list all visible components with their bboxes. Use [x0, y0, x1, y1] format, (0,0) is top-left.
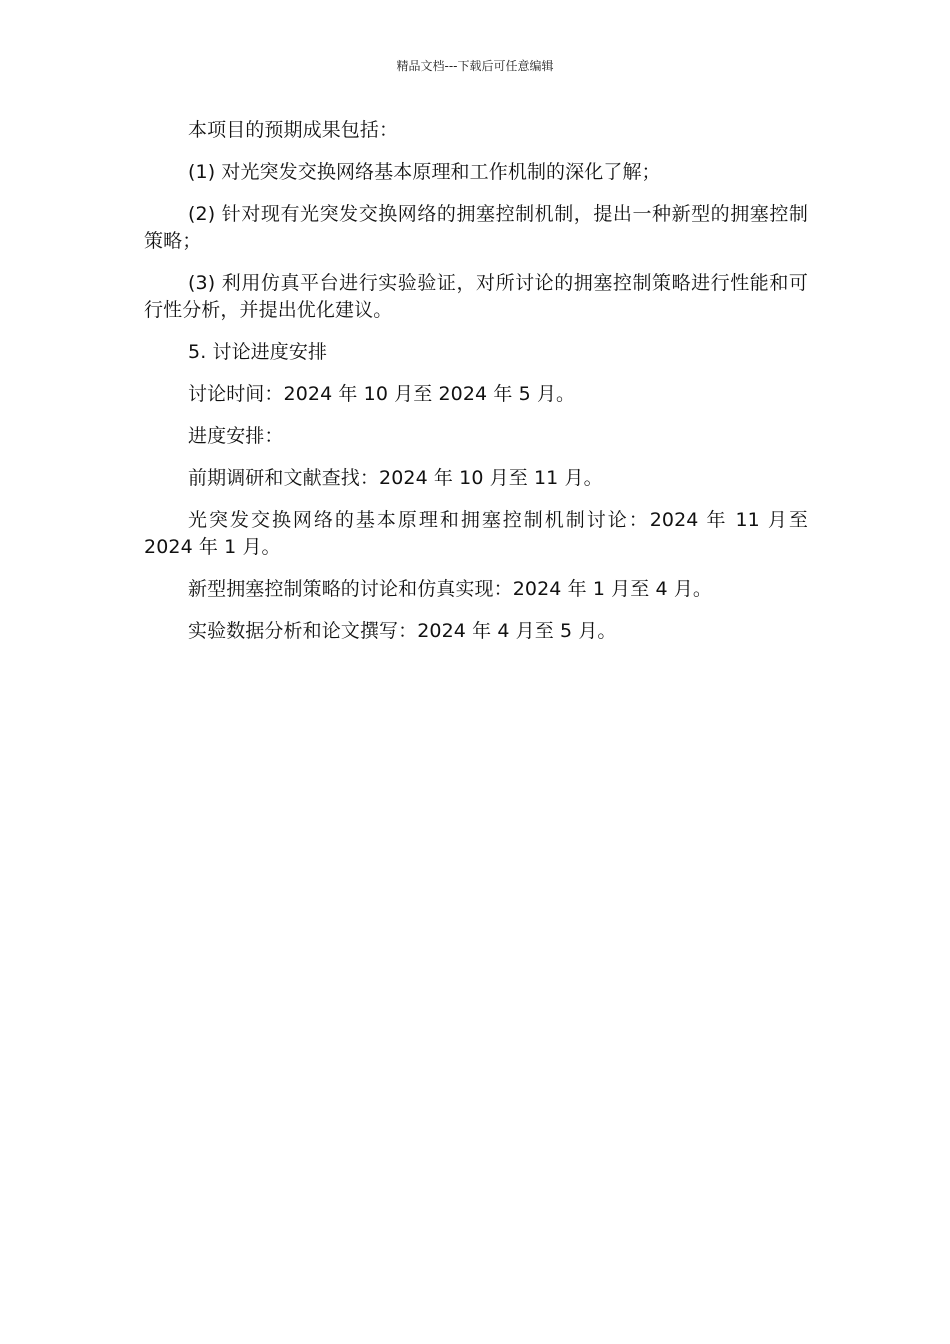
result-item-2: (2) 针对现有光突发交换网络的拥塞控制机制，提出一种新型的拥塞控制策略； [144, 203, 808, 252]
schedule-item-3: 新型拥塞控制策略的讨论和仿真实现：2024 年 1 月至 4 月。 [188, 578, 713, 600]
schedule-item-2: 光突发交换网络的基本原理和拥塞控制机制讨论：2024 年 11 月至 2024 年 1 月。 [144, 509, 808, 558]
schedule-item-1: 前期调研和文献查找：2024 年 10 月至 11 月。 [188, 467, 603, 489]
schedule-label: 进度安排： [188, 425, 284, 447]
result-item-1: (1) 对光突发交换网络基本原理和工作机制的深化了解； [188, 161, 661, 183]
expected-results-intro: 本项目的预期成果包括： [188, 119, 399, 141]
section-heading-schedule: 5. 讨论进度安排 [188, 341, 328, 363]
result-item-3: (3) 利用仿真平台进行实验验证，对所讨论的拥塞控制策略进行性能和可行性分析，并提出优化建议。 [144, 272, 808, 321]
research-period: 讨论时间：2024 年 10 月至 2024 年 5 月。 [188, 383, 576, 405]
page-header: 精品文档---下载后可任意编辑 [396, 59, 554, 73]
schedule-item-4: 实验数据分析和论文撰写：2024 年 4 月至 5 月。 [188, 620, 617, 642]
document-body [144, 117, 808, 660]
